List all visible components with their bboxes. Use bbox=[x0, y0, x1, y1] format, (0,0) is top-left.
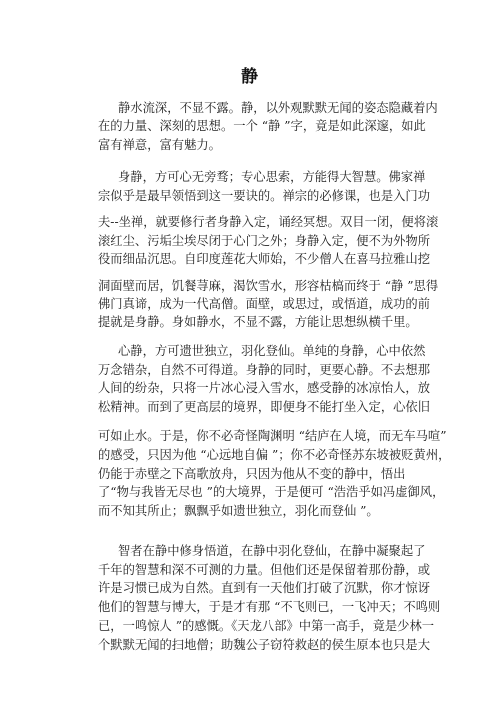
text-line: 在的力量、深刻的思想。一个 “静 ”字，竟是如此深邃，如此 bbox=[98, 119, 426, 133]
text-line: 的感受，只因为他 “心远地自偏 ”；你不必奇怪苏东坡被贬黄州， bbox=[98, 448, 451, 462]
text-line: 智者在静中修身悟道，在静中羽化登仙，在静中凝聚起了 bbox=[118, 544, 426, 558]
text-line: 仍能于赤壁之下高歌放舟，只因为他从不变的静中，悟出 bbox=[98, 467, 406, 481]
text-line: 富有禅意，富有魅力。 bbox=[98, 138, 221, 152]
text-line: 提就是身静。身如静水，不显不露，方能让思想纵横千里。 bbox=[98, 315, 418, 329]
text-line: 而不知其所止；飘飘乎如遗世独立，羽化而登仙 ”。 bbox=[98, 504, 379, 518]
text-line: 个默默无闻的扫地僧；助魏公子窃符救赵的侯生原本也只是大 bbox=[98, 638, 431, 652]
text-line: 滚红尘、污垢尘埃尽闭于心门之外；身静入定，便不为外物所 bbox=[98, 234, 431, 248]
text-line: 心静，方可遗世独立，羽化登仙。单纯的身静，心中依然 bbox=[118, 344, 426, 358]
text-line: 他们的智慧与博大，于是才有那 “不飞则已，一飞冲天；不鸣则 bbox=[98, 600, 441, 614]
document-title: 静 bbox=[241, 67, 259, 87]
text-line: 松精神。而到了更高层的境界，即便身不能打坐入定，心依旧 bbox=[98, 400, 431, 414]
text-line: 万念错杂，自然不可得道。身静的同时，更要心静。不去想那 bbox=[98, 363, 431, 377]
text-line: 可如止水。于是，你不必奇怪陶渊明 “结庐在人境，而无车马喧” bbox=[98, 429, 447, 443]
text-line: 千年的智慧和深不可测的力量。但他们还是保留着那份静，或 bbox=[98, 563, 431, 577]
text-line: 身静，方可心无旁骛；专心思索，方能得大智慧。佛家禅 bbox=[118, 170, 426, 184]
text-line: 宗似乎是最早领悟到这一要诀的。禅宗的必修课，也是入门功 bbox=[98, 189, 431, 203]
text-line: 已，一鸣惊人 ”的感慨。《天龙八部》中第一高手，竟是少林一 bbox=[98, 619, 435, 633]
text-line: 洞面壁而居，饥餐荨麻，渴饮雪水，形容枯槁而终于 “静 ”思得 bbox=[98, 279, 439, 293]
text-line: 人间的纷杂，只将一片冰心浸入雪水，感受静的冰凉怡人，放 bbox=[98, 381, 431, 395]
text-line: 夫--坐禅，就要修行者身静入定，诵经冥想。双目一闭，便将滚 bbox=[98, 215, 439, 229]
text-line: 了“物与我皆无尽也 ”的大境界，于是便可 “浩浩乎如冯虚御风， bbox=[98, 485, 445, 499]
text-line: 役而细品沉思。自印度莲花大师始，不少僧人在喜马拉雅山挖 bbox=[98, 252, 431, 266]
text-line: 静水流深，不显不露。静，以外观默默无闻的姿态隐藏着内 bbox=[118, 101, 438, 115]
text-line: 许是习惯已成为自然。直到有一天他们打破了沉默，你才惊讶 bbox=[98, 581, 431, 595]
text-line: 佛门真谛，成为一代高僧。面壁，或思过，或悟道，成功的前 bbox=[98, 297, 431, 311]
